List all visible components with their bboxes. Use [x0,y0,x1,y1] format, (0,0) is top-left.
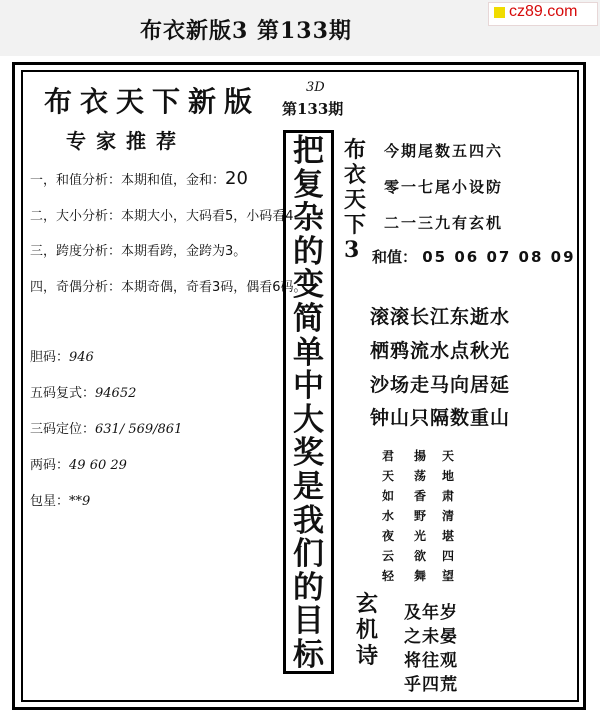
bu-chars-char: 布 [344,137,367,163]
stat-three-code: 三码定位：631/ 569/861 [30,422,183,437]
bu-chars-char: 衣 [344,162,367,188]
slogan-chars-char: 奖 [293,435,324,472]
slogan-chars-char: 的 [293,569,324,606]
slogan-chars-char: 的 [293,233,324,270]
slogan-chars-char: 标 [293,637,324,673]
poem-line: 栖鸦流水点秋光 [370,340,511,362]
logo-square-icon [494,7,505,18]
small-poem-char: 夜 [381,529,394,543]
stat-bao-xing: 包星：**9 [30,494,91,509]
small-poem-char: 光 [413,529,426,543]
bu-chars-char: 天 [344,187,367,213]
slogan-chars-char: 我 [293,502,324,539]
poem-line: 沙场走马向居延 [370,374,511,396]
slogan-chars-char: 把 [293,133,324,169]
analysis-odd-even [30,276,307,295]
slogan-chars-char: 大 [293,401,324,438]
stat-two-code: 两码：49 60 29 [30,458,127,473]
hint-line: 零一七尾小设防 [384,178,504,196]
final-poem-line: 将往观 [404,651,458,671]
analysis-label: 三，跨度分析：本期看跨，金跨为3。 [30,244,247,259]
slogan-chars-char: 变 [293,267,324,304]
analysis-label: 一，和值分析：本期和值，金和： [30,173,226,188]
poem-line: 滚滚长江东逝水 [370,306,511,328]
small-poem-char: 天 [441,449,454,463]
small-poem-char: 天 [381,469,394,483]
slogan-chars-char: 简 [293,301,324,337]
slogan-chars-char: 中 [293,368,324,405]
site-logo-text[interactable]: cz89.com [509,3,578,20]
small-poem-char: 荡 [413,469,426,483]
xj-chars-char: 诗 [356,643,379,669]
brand-title: 布衣天下新版 [44,85,261,118]
final-poem-line: 之未晏 [404,627,458,647]
hezhi-values: 05 06 07 08 09 [422,248,576,266]
poem-line: 钟山只隔数重山 [370,407,511,429]
hint-line: 二一三九有玄机 [384,214,504,232]
final-poem-line: 及年岁 [404,603,458,623]
small-poem-char: 肃 [441,489,454,503]
analysis-label: 二，大小分析：本期大小，大码看5，小码看4 [30,209,294,224]
small-poem-char: 野 [413,509,426,523]
small-poem-char: 地 [441,469,454,483]
expert-recommendation-title: 专家推荐 [66,129,186,153]
small-poem-char: 如 [381,489,394,503]
slogan-chars-char: 杂 [293,200,324,237]
final-poem-line: 乎四荒 [404,675,458,695]
3d-badge: 3D [306,80,325,95]
small-poem-char: 揚 [413,449,426,463]
hint-line: 今期尾数五四六 [384,142,504,160]
small-poem-char: 欲 [413,549,426,563]
small-poem-char: 堪 [441,529,454,543]
small-poem-char: 清 [441,509,454,523]
small-poem-char: 君 [381,449,394,463]
analysis-label: 四，奇偶分析：本期奇偶，奇看3码，偶看6码。 [30,280,307,295]
slogan-chars-char: 目 [293,603,324,640]
slogan-chars-char: 复 [293,166,324,203]
small-poem-char: 水 [381,509,394,523]
stat-dan-ma: 胆码：946 [30,350,94,365]
small-poem-char: 舞 [413,569,426,583]
hezhi-label: 和值： [372,248,418,266]
analysis-value: 20 [225,168,248,189]
analysis-size [30,205,294,224]
slogan-chars-char: 是 [293,469,324,505]
small-poem-char: 望 [441,569,454,583]
slogan-chars-char: 单 [293,334,324,371]
hezhi-row [372,246,576,267]
analysis-sum [30,168,248,189]
small-poem-char: 四 [441,549,454,563]
small-poem-char: 香 [413,489,426,503]
xj-chars-char: 玄 [356,591,379,617]
analysis-span [30,240,246,259]
small-poem-char: 云 [381,549,394,563]
xj-chars-char: 机 [356,617,379,643]
slogan-chars-char: 们 [293,536,324,573]
period-label: 第133期 [282,100,344,118]
page-title: 布衣新版3 第133期 [140,18,352,44]
bu-chars-char: 下 [344,212,367,238]
small-poem-char: 轻 [381,569,394,583]
bu-chars-char: 3 [344,237,360,263]
stat-five-code: 五码复式：94652 [30,386,137,401]
